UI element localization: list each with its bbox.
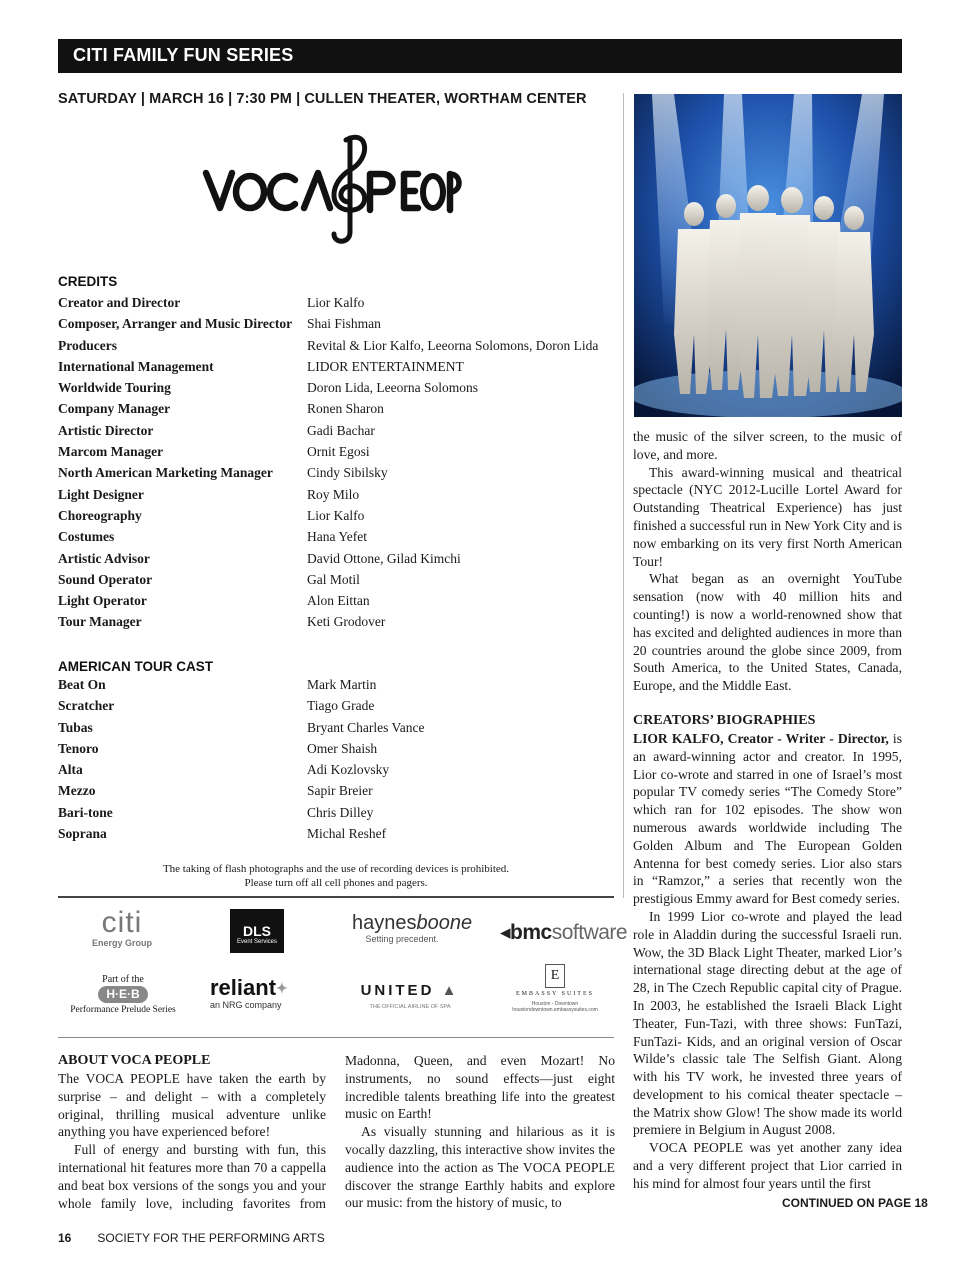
- credits-row: [58, 590, 618, 611]
- cast-role: Soprana: [58, 826, 107, 842]
- cast-heading: AMERICAN TOUR CAST: [58, 659, 213, 674]
- credits-row: [58, 420, 618, 441]
- credits-row: [58, 335, 618, 356]
- credits-role: Producers: [58, 337, 117, 353]
- cast-row: [58, 823, 618, 844]
- credits-heading: CREDITS: [58, 274, 118, 289]
- cast-row: [58, 717, 618, 738]
- credits-list: [58, 292, 618, 633]
- credits-name: Roy Milo: [307, 486, 360, 502]
- cast-row: [58, 759, 618, 780]
- cast-name: Adi Kozlovsky: [307, 762, 390, 778]
- cast-name: Bryant Charles Vance: [307, 719, 425, 735]
- credits-name: Ornit Egosi: [307, 444, 370, 460]
- dls-logo: DLS Event Services: [230, 909, 284, 953]
- bios-heading: CREATORS’ BIOGRAPHIES: [633, 712, 816, 728]
- credits-name: Shai Fishman: [307, 316, 381, 332]
- about-paragraph-1: The VOCA PEOPLE have taken the earth by surprise – and delight – with a completely original, thrilling musical adventure unlike anything you have experienced before!: [58, 1071, 326, 1140]
- bios-paragraph-3: VOCA PEOPLE was yet another zany idea and a very different project that Lior carried in his mind for almost four years until the first: [633, 1140, 902, 1191]
- cast-list: [58, 674, 618, 844]
- cast-role: Tubas: [58, 719, 93, 735]
- about-paragraph-2-cont: Madonna, Queen, and even Mozart! No instruments, no sound effects—just eight incredible talents breathing life into the greatest music on Earth!: [345, 1053, 615, 1122]
- about-paragraph-3: As visually stunning and hilarious as it is vocally dazzling, this interactive show invites the audience into the action as The VOCA PEOPLE discover the strange Earthly habits and explore our music: from the history of music, to: [345, 1124, 615, 1211]
- credits-row: [58, 462, 618, 483]
- credits-row: [58, 356, 618, 377]
- performance-photo: [634, 94, 902, 417]
- credits-name: Lior Kalfo: [307, 507, 365, 523]
- credits-row: [58, 505, 618, 526]
- credits-name: Alon Eittan: [307, 593, 370, 609]
- credits-row: [58, 484, 618, 505]
- reliant-logo: reliant✦ an NRG company: [210, 975, 288, 1010]
- embassy-suites-logo: E EMBASSY SUITES Houston - Downtown houstondowntown.embassysuites.com: [508, 964, 602, 1013]
- credits-name: Gal Motil: [307, 571, 360, 587]
- credits-role: Marcom Manager: [58, 444, 164, 460]
- column-divider: [623, 93, 624, 898]
- cast-role: Alta: [58, 762, 83, 778]
- series-title: CITI FAMILY FUN SERIES: [73, 45, 294, 65]
- credits-name: Gadi Bachar: [307, 422, 375, 438]
- credits-role: Artistic Advisor: [58, 550, 150, 566]
- sponsors-bottom-rule: [58, 1037, 614, 1038]
- about-paragraph-3-cont: the music of the silver screen, to the music of love, and more.: [633, 429, 902, 462]
- credits-row: [58, 313, 618, 334]
- notice-line-1: The taking of flash photographs and the use of recording devices is prohibited.: [162, 863, 510, 875]
- credits-name: David Ottone, Gilad Kimchi: [307, 550, 461, 566]
- credits-name: Revital & Lior Kalfo, Leeorna Solomons, Doron Lida: [307, 337, 599, 353]
- credits-row: [58, 441, 618, 462]
- credits-name: Cindy Sibilsky: [307, 465, 388, 481]
- venue-notice: [58, 862, 614, 890]
- credits-row: [58, 611, 618, 632]
- bios-paragraph-2: In 1999 Lior co-wrote and played the lead role in Aladdin during the successful Israeli run. Wow, the 3D Black Light Theater, marked Lior’s international stage directing debut at the age of 28, in The Czech Republic capital city of Prague. In 2003, he established the Israeli Black Light Theater, Fun-Tazi, with three shows: FunTazi, FunTazi- Kids, and an original version of Oscar Wilde’s classic tale The Selfish Giant. Along with his TV work, he invested three years of development to his comical theater spectacle – the Matrix show Glow! The show made its world premiere in Belgium in August 2008.: [633, 908, 902, 1138]
- cast-name: Chris Dilley: [307, 804, 374, 820]
- credits-role: Creator and Director: [58, 295, 181, 310]
- cast-name: Tiago Grade: [307, 698, 375, 714]
- credits-role: Composer, Arranger and Music Director: [58, 316, 293, 332]
- page-number: 16: [58, 1231, 72, 1245]
- cast-role: Mezzo: [58, 783, 96, 799]
- about-paragraph-2: Full of energy and bursting with fun, this international hit features more than 70 a cappella and beat box versions of the songs you and your whole family love, including favorites from: [58, 1142, 326, 1211]
- credits-row: [58, 526, 618, 547]
- credits-name: Doron Lida, Leeorna Solomons: [307, 380, 478, 396]
- credits-role: Costumes: [58, 529, 115, 545]
- credits-role: Artistic Director: [58, 422, 154, 438]
- haynes-boone-logo: haynesboone Setting precedent.: [352, 912, 473, 944]
- sponsors-top-rule: [58, 896, 614, 898]
- cast-role: Tenoro: [58, 740, 99, 756]
- credits-name: Hana Yefet: [307, 529, 367, 545]
- about-heading: ABOUT VOCA PEOPLE: [58, 1053, 211, 1068]
- credits-row: [58, 377, 618, 398]
- about-paragraph-5: What began as an overnight YouTube sensation (now with 40 million hits and counting!) is now a world-renowned show that has excited and delighted audiences in more than 20 countries around the globe since 2009, from South America, to the United States, Canada, Europe, and the Middle East.: [633, 571, 902, 694]
- cast-role: Bari-tone: [58, 804, 113, 820]
- about-paragraph-4: This award-winning musical and theatrical spectacle (NYC 2012-Lucille Lortel Award for Outstanding Theatrical Experience) has just finished a successful run in New York City and is now embarking on its very first North American Tour!: [633, 464, 902, 569]
- credits-name: LIDOR ENTERTAINMENT: [307, 358, 464, 374]
- citi-logo: citi Energy Group: [91, 906, 152, 948]
- about-column-2: [345, 1052, 615, 1212]
- cast-row: [58, 802, 618, 823]
- page-footer: [58, 1231, 325, 1245]
- about-column-1: [58, 1052, 326, 1212]
- credits-role: Worldwide Touring: [58, 380, 171, 396]
- cast-role: Scratcher: [58, 698, 115, 714]
- cast-row: [58, 695, 618, 716]
- cast-name: Omer Shaish: [307, 740, 378, 756]
- credits-role: Tour Manager: [58, 614, 142, 630]
- credits-role: International Management: [58, 358, 214, 374]
- bios-paragraph-1: LIOR KALFO, Creator - Writer - Director, is an award-winning actor and creator. In 1995, Lior co-wrote and starred in one of Israel’s most popular TV comedy series “The Comedy Store” which ran for 102 episodes. The show won numerous awards worldwide including The Golden Album and The European Golden Antenna for best comedy series. Lior also stars in “Ramzor,” a series that recently won the prestigious Emmy award for Best comedy series.: [633, 730, 902, 907]
- cast-name: Mark Martin: [307, 677, 377, 692]
- credits-row: [58, 548, 618, 569]
- bmc-software-logo: ◂bmcsoftware: [500, 921, 628, 944]
- credits-name: Keti Grodover: [307, 614, 386, 630]
- cast-name: Michal Reshef: [307, 826, 387, 842]
- credits-row: [58, 569, 618, 590]
- credits-role: Company Manager: [58, 401, 171, 417]
- voca-people-logo: [200, 128, 470, 248]
- credits-role: Light Designer: [58, 486, 144, 502]
- credits-role: Light Operator: [58, 593, 147, 609]
- organization-name: SOCIETY FOR THE PERFORMING ARTS: [97, 1231, 325, 1245]
- cast-row: [58, 738, 618, 759]
- series-banner: [58, 39, 902, 73]
- cast-name: Sapir Breier: [307, 783, 373, 799]
- credits-row: [58, 398, 618, 419]
- event-details: SATURDAY | MARCH 16 | 7:30 PM | CULLEN THEATER, WORTHAM CENTER: [58, 91, 587, 107]
- credits-role: North American Marketing Manager: [58, 465, 273, 481]
- credits-role: Sound Operator: [58, 571, 153, 587]
- bio-lead-name: LIOR KALFO, Creator - Writer - Director,: [633, 730, 889, 746]
- credits-name: Lior Kalfo: [307, 295, 365, 310]
- united-logo: UNITED ▲ THE OFFICIAL AIRLINE OF SPA: [360, 982, 460, 1010]
- cast-row: [58, 780, 618, 801]
- about-column-3: [633, 428, 902, 1193]
- credits-row: [58, 292, 618, 313]
- heb-logo: Part of the H·E·B Performance Prelude Series: [70, 974, 176, 1015]
- credits-role: Choreography: [58, 507, 142, 523]
- credits-name: Ronen Sharon: [307, 401, 384, 417]
- continued-note: CONTINUED ON PAGE 18: [782, 1196, 928, 1210]
- cast-row: [58, 674, 618, 695]
- notice-line-2: Please turn off all cell phones and pagers.: [244, 877, 428, 889]
- cast-role: Beat On: [58, 677, 106, 692]
